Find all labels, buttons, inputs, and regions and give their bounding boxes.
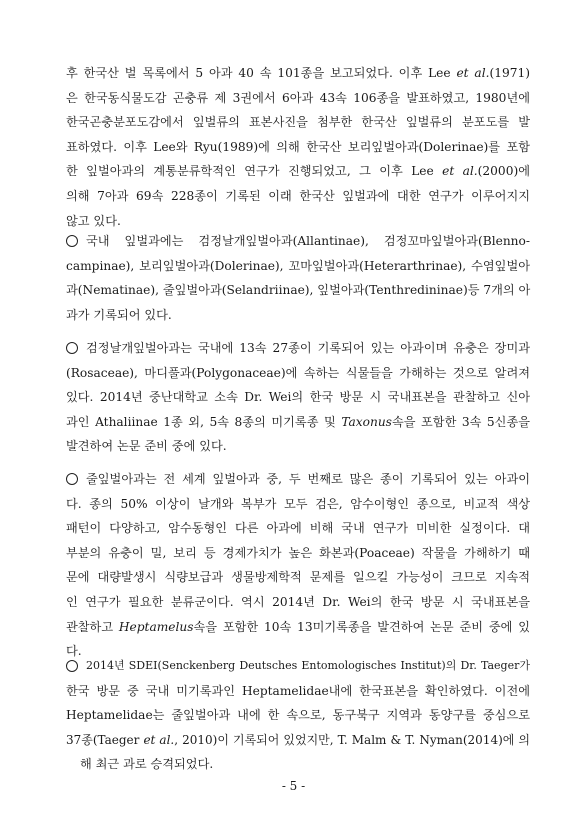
text-line: 다. [66, 644, 82, 659]
text-line: Heptamelidae는 줄잎벌아과 내에 한 속으로, 동구북구 지역과 동양구를 중심으로 [66, 708, 530, 723]
text-line: 있다. 2014년 중난대학교 소속 Dr. Wei의 한국 방문 시 국내표본을 관찰하고 신아 [66, 390, 530, 405]
text-line: 과인 Athaliinae 1종 외, 5속 8종의 미기록종 및 Taxonus속을 포함한 3속 5신종을 [66, 414, 531, 429]
text-line: (Rosaceae), 마디풀과(Polygonaceae)에 속하는 식물들을 가해하는 것으로 알려져 [66, 365, 530, 380]
text-line: 않고 있다. [66, 213, 121, 228]
bullet-line [66, 654, 530, 679]
text-line: 패턴이 다양하고, 암수동형인 다른 아과에 비해 국내 연구가 미비한 실정이다. 대 [66, 521, 530, 536]
text-line: 줄잎벌아과는 전 세계 잎벌아과 중, 두 번째로 많은 종이 기록되어 있는 아과이 [86, 472, 530, 486]
bullet-line [66, 229, 530, 254]
text-line: 검정날개잎벌아과는 국내에 13속 27종이 기록되어 있는 아과이며 유충은 장미과 [86, 341, 530, 355]
text-line: 은 한국동식물도감 곤충류 제 3권에서 6아과 43속 106종을 발표하였고, 1980년에 [66, 90, 530, 105]
paragraph-4 [66, 467, 530, 664]
paragraph-2 [66, 229, 530, 327]
text-line: campinae), 보리잎벌아과(Dolerinae), 꼬마잎벌아과(Heterarthrinae), 수염잎벌아 [66, 258, 530, 273]
text-line: 과(Nematinae), 줄잎벌아과(Selandriinae), 잎벌아과(Tenthredininae)등 7개의 아 [66, 283, 531, 298]
text-line: 한국곤충분포도감에서 잎벌류의 표본사진을 첨부한 한국산 잎벌류의 분포도를 발 [66, 115, 530, 130]
text-line: 문에 대량발생시 식량보급과 생물방제학적 문제를 일으킬 가능성이 크므로 지속적 [66, 570, 530, 585]
bullet-line [66, 467, 530, 492]
text-line: 과가 기록되어 있다. [66, 307, 172, 322]
paragraph-1 [66, 61, 530, 233]
text-line: 한국 방문 중 국내 미기록과인 Heptamelidae내에 한국표본을 확인하였다. 이전에 [66, 683, 530, 698]
text-line: 관찰하고 Heptamelus속을 포함한 10속 13미기록종을 발견하여 논문 준비 중에 있 [66, 619, 530, 634]
paragraph-5 [66, 654, 530, 777]
circle-bullet-icon [66, 473, 78, 485]
text-line: 표하였다. 이후 Lee와 Ryu(1989)에 의해 한국산 보리잎벌아과(Dolerinae)를 포함 [66, 139, 530, 154]
text-line: 의해 7아과 69속 228종이 기록된 이래 한국산 잎벌과에 대한 연구가 이루어지지 [66, 188, 530, 203]
text-line: 37종(Taeger et al., 2010)이 기록되어 있었지만, T. Malm & T. Nyman(2014)에 의 [66, 732, 530, 747]
text-line: 2014년 SDEI(Senckenberg Deutsches Entomologisches Institut)의 Dr. Taeger가 [86, 659, 530, 672]
text-line: 후 한국산 벌 목록에서 5 아과 40 속 101종을 보고되었다. 이후 Lee et al.(1971) [66, 66, 530, 80]
text-line: 다. 종의 50% 이상이 날개와 복부가 모두 검은, 암수이형인 종으로, 비교적 색상 [66, 496, 530, 511]
page-number: - 5 - [281, 779, 306, 793]
paragraph-3 [66, 336, 530, 459]
circle-bullet-icon [66, 660, 78, 672]
bullet-line [66, 336, 530, 361]
text-line: 인 연구가 필요한 분류군이다. 역시 2014년 Dr. Wei의 한국 방문 시 국내표본을 [66, 594, 530, 609]
text-line: 국내 잎벌과에는 검정날개잎벌아과(Allantinae), 검정꼬마잎벌아과(Blenno- [86, 234, 530, 248]
text-line: 부분의 유충이 밀, 보리 등 경제가치가 높은 화본과(Poaceae) 작물을 가해하기 때 [66, 545, 530, 560]
text-line: 한 잎벌아과의 계통분류학적인 연구가 진행되었고, 그 이후 Lee et al.(2000)에 [66, 164, 530, 179]
text-line: 발견하여 논문 준비 중에 있다. [66, 439, 227, 454]
circle-bullet-icon [66, 342, 78, 354]
circle-bullet-icon [66, 235, 78, 247]
text-line: 해 최근 과로 승격되었다. [80, 757, 214, 772]
